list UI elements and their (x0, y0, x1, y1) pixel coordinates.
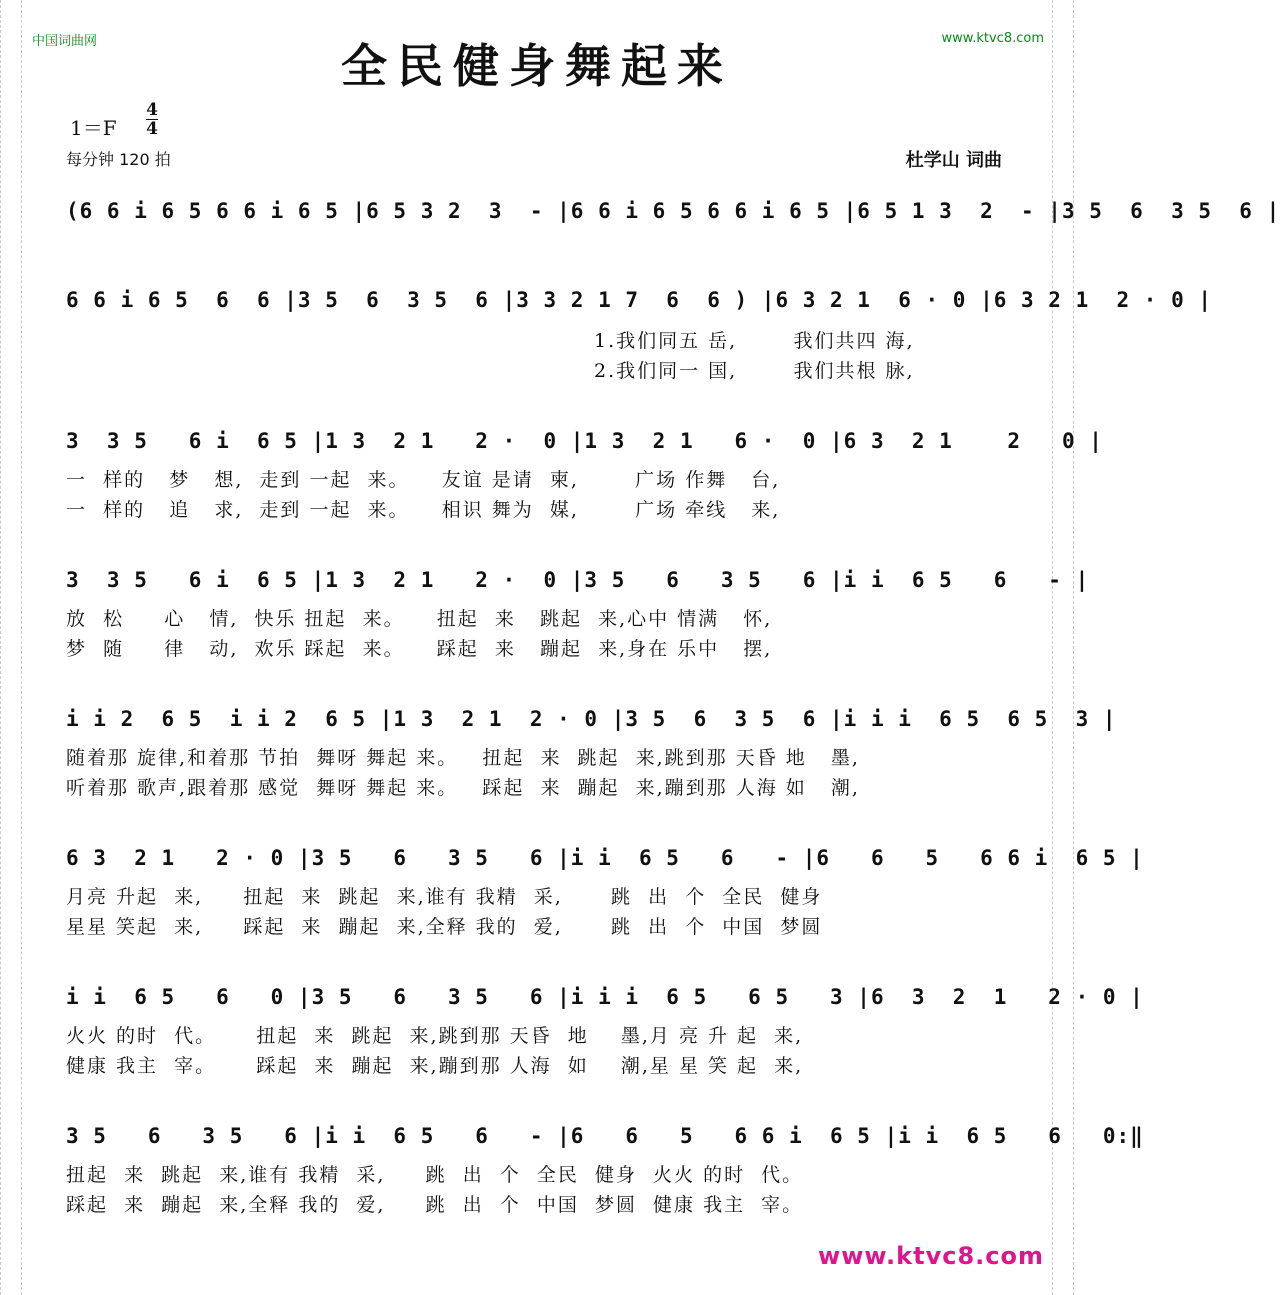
right-margin-strip (1052, 0, 1074, 1295)
left-margin-strip (0, 0, 22, 1295)
lyric-line-8-verse-1: 扭起 来 跳起 来,谁有 我精 采, 跳 出 个 全民 健身 火火 的时 代。 (66, 1164, 804, 1186)
lyric-line-2-verse-2: 2.我们同一 国, 我们共根 脉, (594, 360, 915, 382)
notation-line-5: i i 2 6 5 i i 2 6 5 |1 3 2 1 2 · 0 |3 5 6 3 5 6 |i i i 6 5 6 5 3 | (66, 707, 1117, 731)
lyric-line-4-verse-1: 放 松 心 情, 快乐 扭起 来。 扭起 来 跳起 来,心中 情满 怀, (66, 608, 773, 630)
site-name-left[interactable]: 中国词曲网 (32, 34, 98, 49)
lyric-line-5-verse-2: 听着那 歌声,跟着那 感觉 舞呀 舞起 来。 踩起 来 蹦起 来,蹦到那 人海 如 潮, (66, 777, 860, 799)
author-credit: 杜学山 词曲 (905, 150, 1002, 171)
tempo-marking: 每分钟 120 拍 (66, 150, 171, 169)
notation-line-2: 6 6 i 6 5 6 6 |3 5 6 3 5 6 |3 3 2 1 7 6 6 ) |6 3 2 1 6 · 0 |6 3 2 1 2 · 0 | (66, 288, 1213, 312)
lyric-line-7-verse-1: 火火 的时 代。 扭起 来 跳起 来,跳到那 天昏 地 墨,月 亮 升 起 来, (66, 1025, 804, 1047)
notation-line-4: 3 3 5 6 i 6 5 |1 3 2 1 2 · 0 |3 5 6 3 5 6 |i i 6 5 6 - | (66, 568, 1090, 592)
notation-line-6: 6 3 2 1 2 · 0 |3 5 6 3 5 6 |i i 6 5 6 - |6 6 5 6 6 i 6 5 | (66, 846, 1144, 870)
lyric-line-5-verse-1: 随着那 旋律,和着那 节拍 舞呀 舞起 来。 扭起 来 跳起 来,跳到那 天昏 地 墨, (66, 747, 860, 769)
lyric-line-4-verse-2: 梦 随 律 动, 欢乐 踩起 来。 踩起 来 蹦起 来,身在 乐中 摆, (66, 638, 773, 660)
time-signature-top: 4 (146, 100, 158, 120)
lyric-line-7-verse-2: 健康 我主 宰。 踩起 来 蹦起 来,蹦到那 人海 如 潮,星 星 笑 起 来, (66, 1055, 804, 1077)
lyric-line-3-verse-1: 一 样的 梦 想, 走到 一起 来。 友谊 是请 柬, 广场 作舞 台, (66, 469, 781, 491)
time-signature (146, 102, 158, 137)
lyric-line-2-verse-1: 1.我们同五 岳, 我们共四 海, (594, 330, 915, 352)
key-signature: 1＝F (70, 116, 117, 140)
site-url-right[interactable]: www.ktvc8.com (941, 31, 1044, 46)
notation-line-3: 3 3 5 6 i 6 5 |1 3 2 1 2 · 0 |1 3 2 1 6 · 0 |6 3 2 1 2 0 | (66, 429, 1103, 453)
notation-line-1: (6 6 i 6 5 6 6 i 6 5 |6 5 3 2 3 - |6 6 i 6 5 6 6 i 6 5 |6 5 1 3 2 - |3 5 6 3 5 6 | (66, 199, 1280, 223)
lyric-line-3-verse-2: 一 样的 追 求, 走到 一起 来。 相识 舞为 媒, 广场 牵线 来, (66, 499, 781, 521)
lyric-line-6-verse-2: 星星 笑起 来, 踩起 来 蹦起 来,全释 我的 爱, 跳 出 个 中国 梦圆 (66, 916, 823, 938)
notation-line-8: 3 5 6 3 5 6 |i i 6 5 6 - |6 6 5 6 6 i 6 5 |i i 6 5 6 0:‖ (66, 1124, 1144, 1148)
notation-line-7: i i 6 5 6 0 |3 5 6 3 5 6 |i i i 6 5 6 5 3 |6 3 2 1 2 · 0 | (66, 985, 1144, 1009)
time-signature-bottom: 4 (146, 119, 158, 139)
page-title: 全民健身舞起来 (341, 39, 733, 93)
footer-watermark-logo: www.ktvc8.com (818, 1242, 1044, 1270)
lyric-line-8-verse-2: 踩起 来 蹦起 来,全释 我的 爱, 跳 出 个 中国 梦圆 健康 我主 宰。 (66, 1194, 804, 1216)
lyric-line-6-verse-1: 月亮 升起 来, 扭起 来 跳起 来,谁有 我精 采, 跳 出 个 全民 健身 (66, 886, 823, 908)
